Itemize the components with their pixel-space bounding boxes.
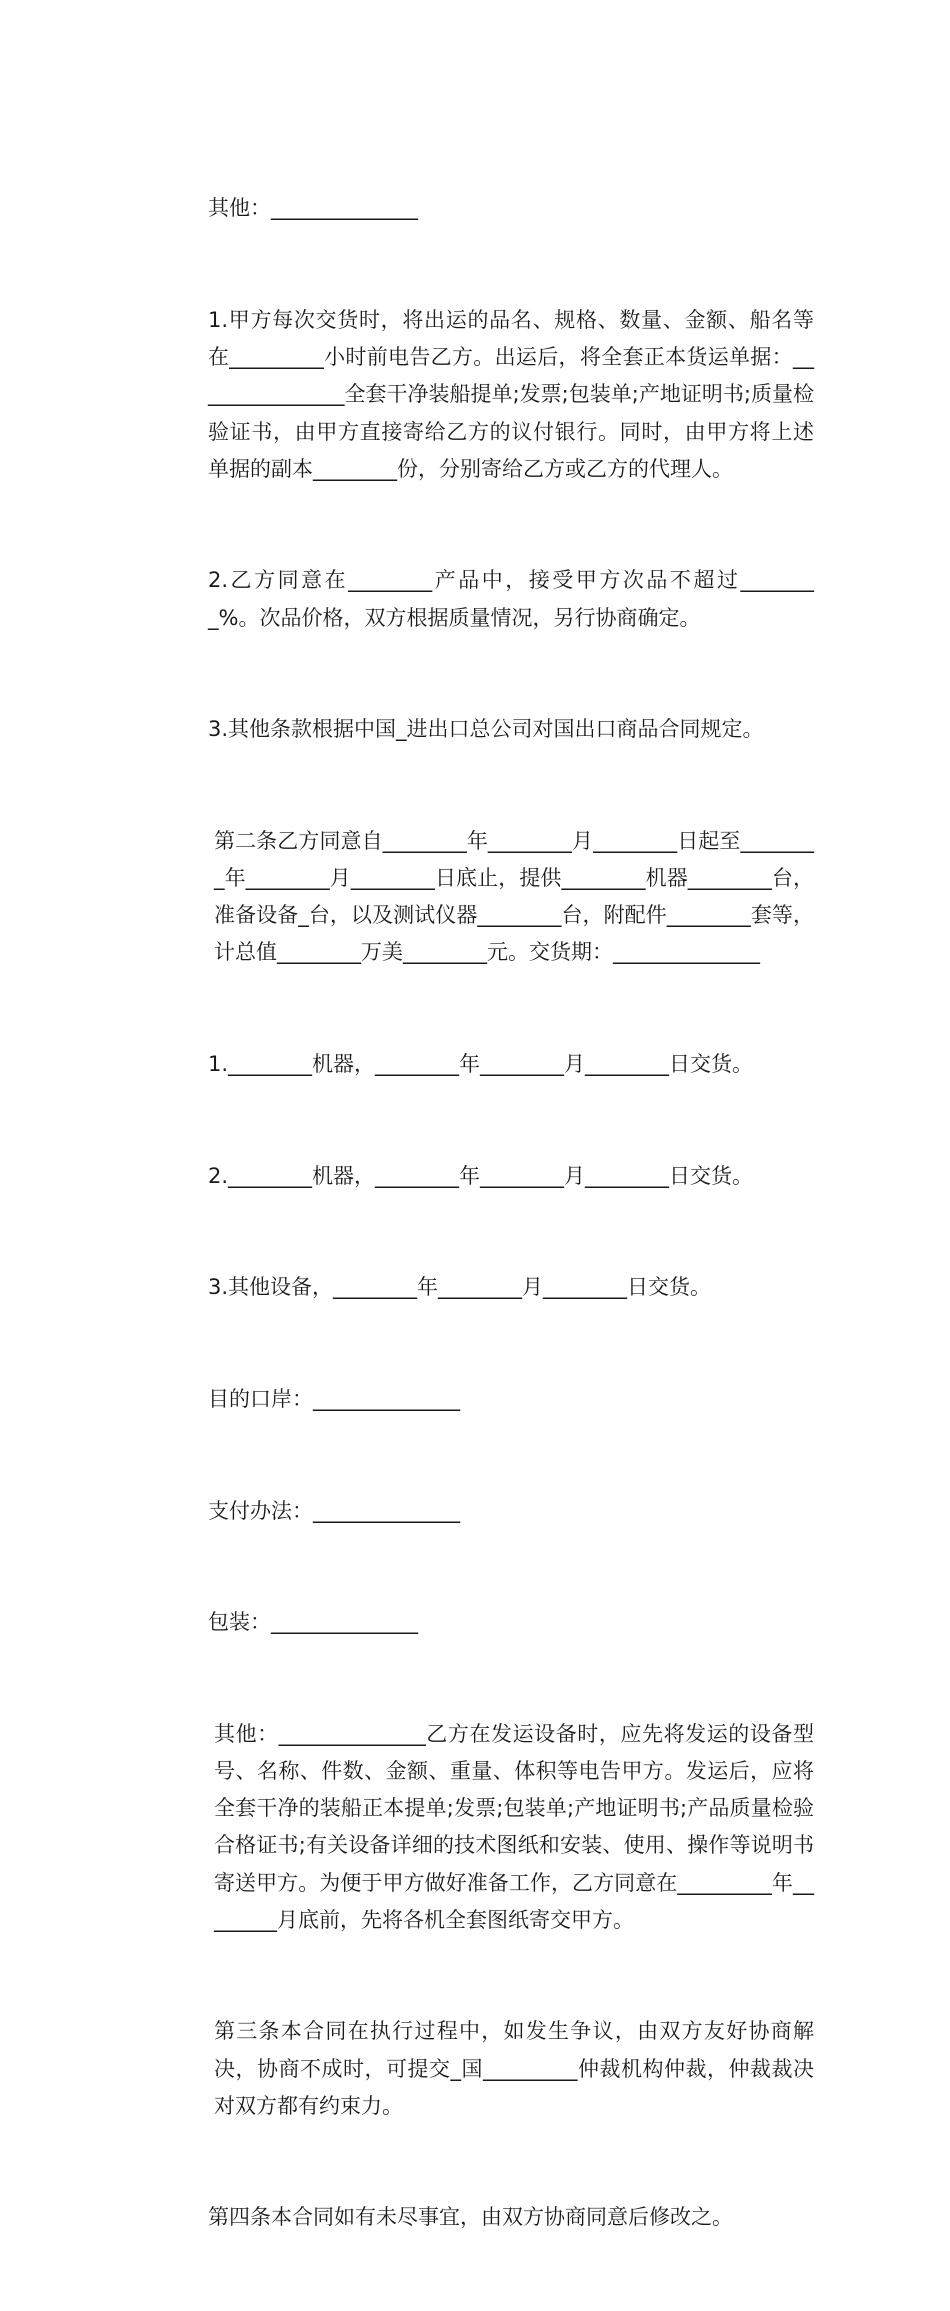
- paragraph-article-3: 第三条本合同在执行过程中，如发生争议，由双方友好协商解决，协商不成时，可提交_国_________仲裁机构仲裁，仲裁裁决对双方都有约束力。: [214, 2019, 814, 2118]
- paragraph-destination-port: 目的口岸：______________: [208, 1386, 460, 1411]
- paragraph-delivery-notice: 1.甲方每次交货时，将出运的品名、规格、数量、金额、船名等在_________小时前电告乙方。出运后，将全套正本货运单据：_______________全套干净装船提单;发票;包装单;产地证明书;质量检验证书，由甲方直接寄给乙方的议付银行。同时，由甲方将上述单据的副本________份，分别寄给乙方或乙方的代理人。: [208, 308, 814, 481]
- paragraph-delivery-3: 3.其他设备，________年________月________日交货。: [208, 1275, 712, 1300]
- paragraph-defect-acceptance: 2.乙方同意在________产品中，接受甲方次品不超过________%。次品价格，双方根据质量情况，另行协商确定。: [208, 568, 814, 630]
- paragraph-packaging: 包装：______________: [208, 1610, 418, 1635]
- paragraph-other-terms: 3.其他条款根据中国_进出口总公司对国出口商品合同规定。: [208, 717, 764, 742]
- paragraph-payment-method: 支付办法：______________: [208, 1498, 460, 1523]
- paragraph-other-1: 其他：______________: [208, 196, 418, 221]
- paragraph-article-2: 第二条乙方同意自________年________月________日起至________年________月________日底止，提供________机器________台，准备设备_台，以及测试仪器________台，附配件________套等，计总值________万美________元。交货期：______________: [214, 828, 814, 965]
- paragraph-delivery-1: 1.________机器，________年________月________日交货。: [208, 1052, 754, 1077]
- paragraph-delivery-2: 2.________机器，________年________月________日交货。: [208, 1163, 754, 1188]
- contract-body: [144, 116, 814, 2311]
- paragraph-article-4: 第四条本合同如有未尽事宜，由双方协商同意后修改之。: [208, 2205, 733, 2230]
- paragraph-other-shipping: 其他：______________乙方在发运设备时，应先将发运的设备型号、名称、件数、金额、重量、体积等电告甲方。发运后，应将全套干净的装船正本提单;发票;包装单;产地证明书;产品质量检验合格证书;有关设备详细的技术图纸和安装、使用、操作等说明书寄送甲方。为便于甲方做好准备工作，乙方同意在_________年________月底前，先将各机全套图纸寄交甲方。: [214, 1721, 814, 1932]
